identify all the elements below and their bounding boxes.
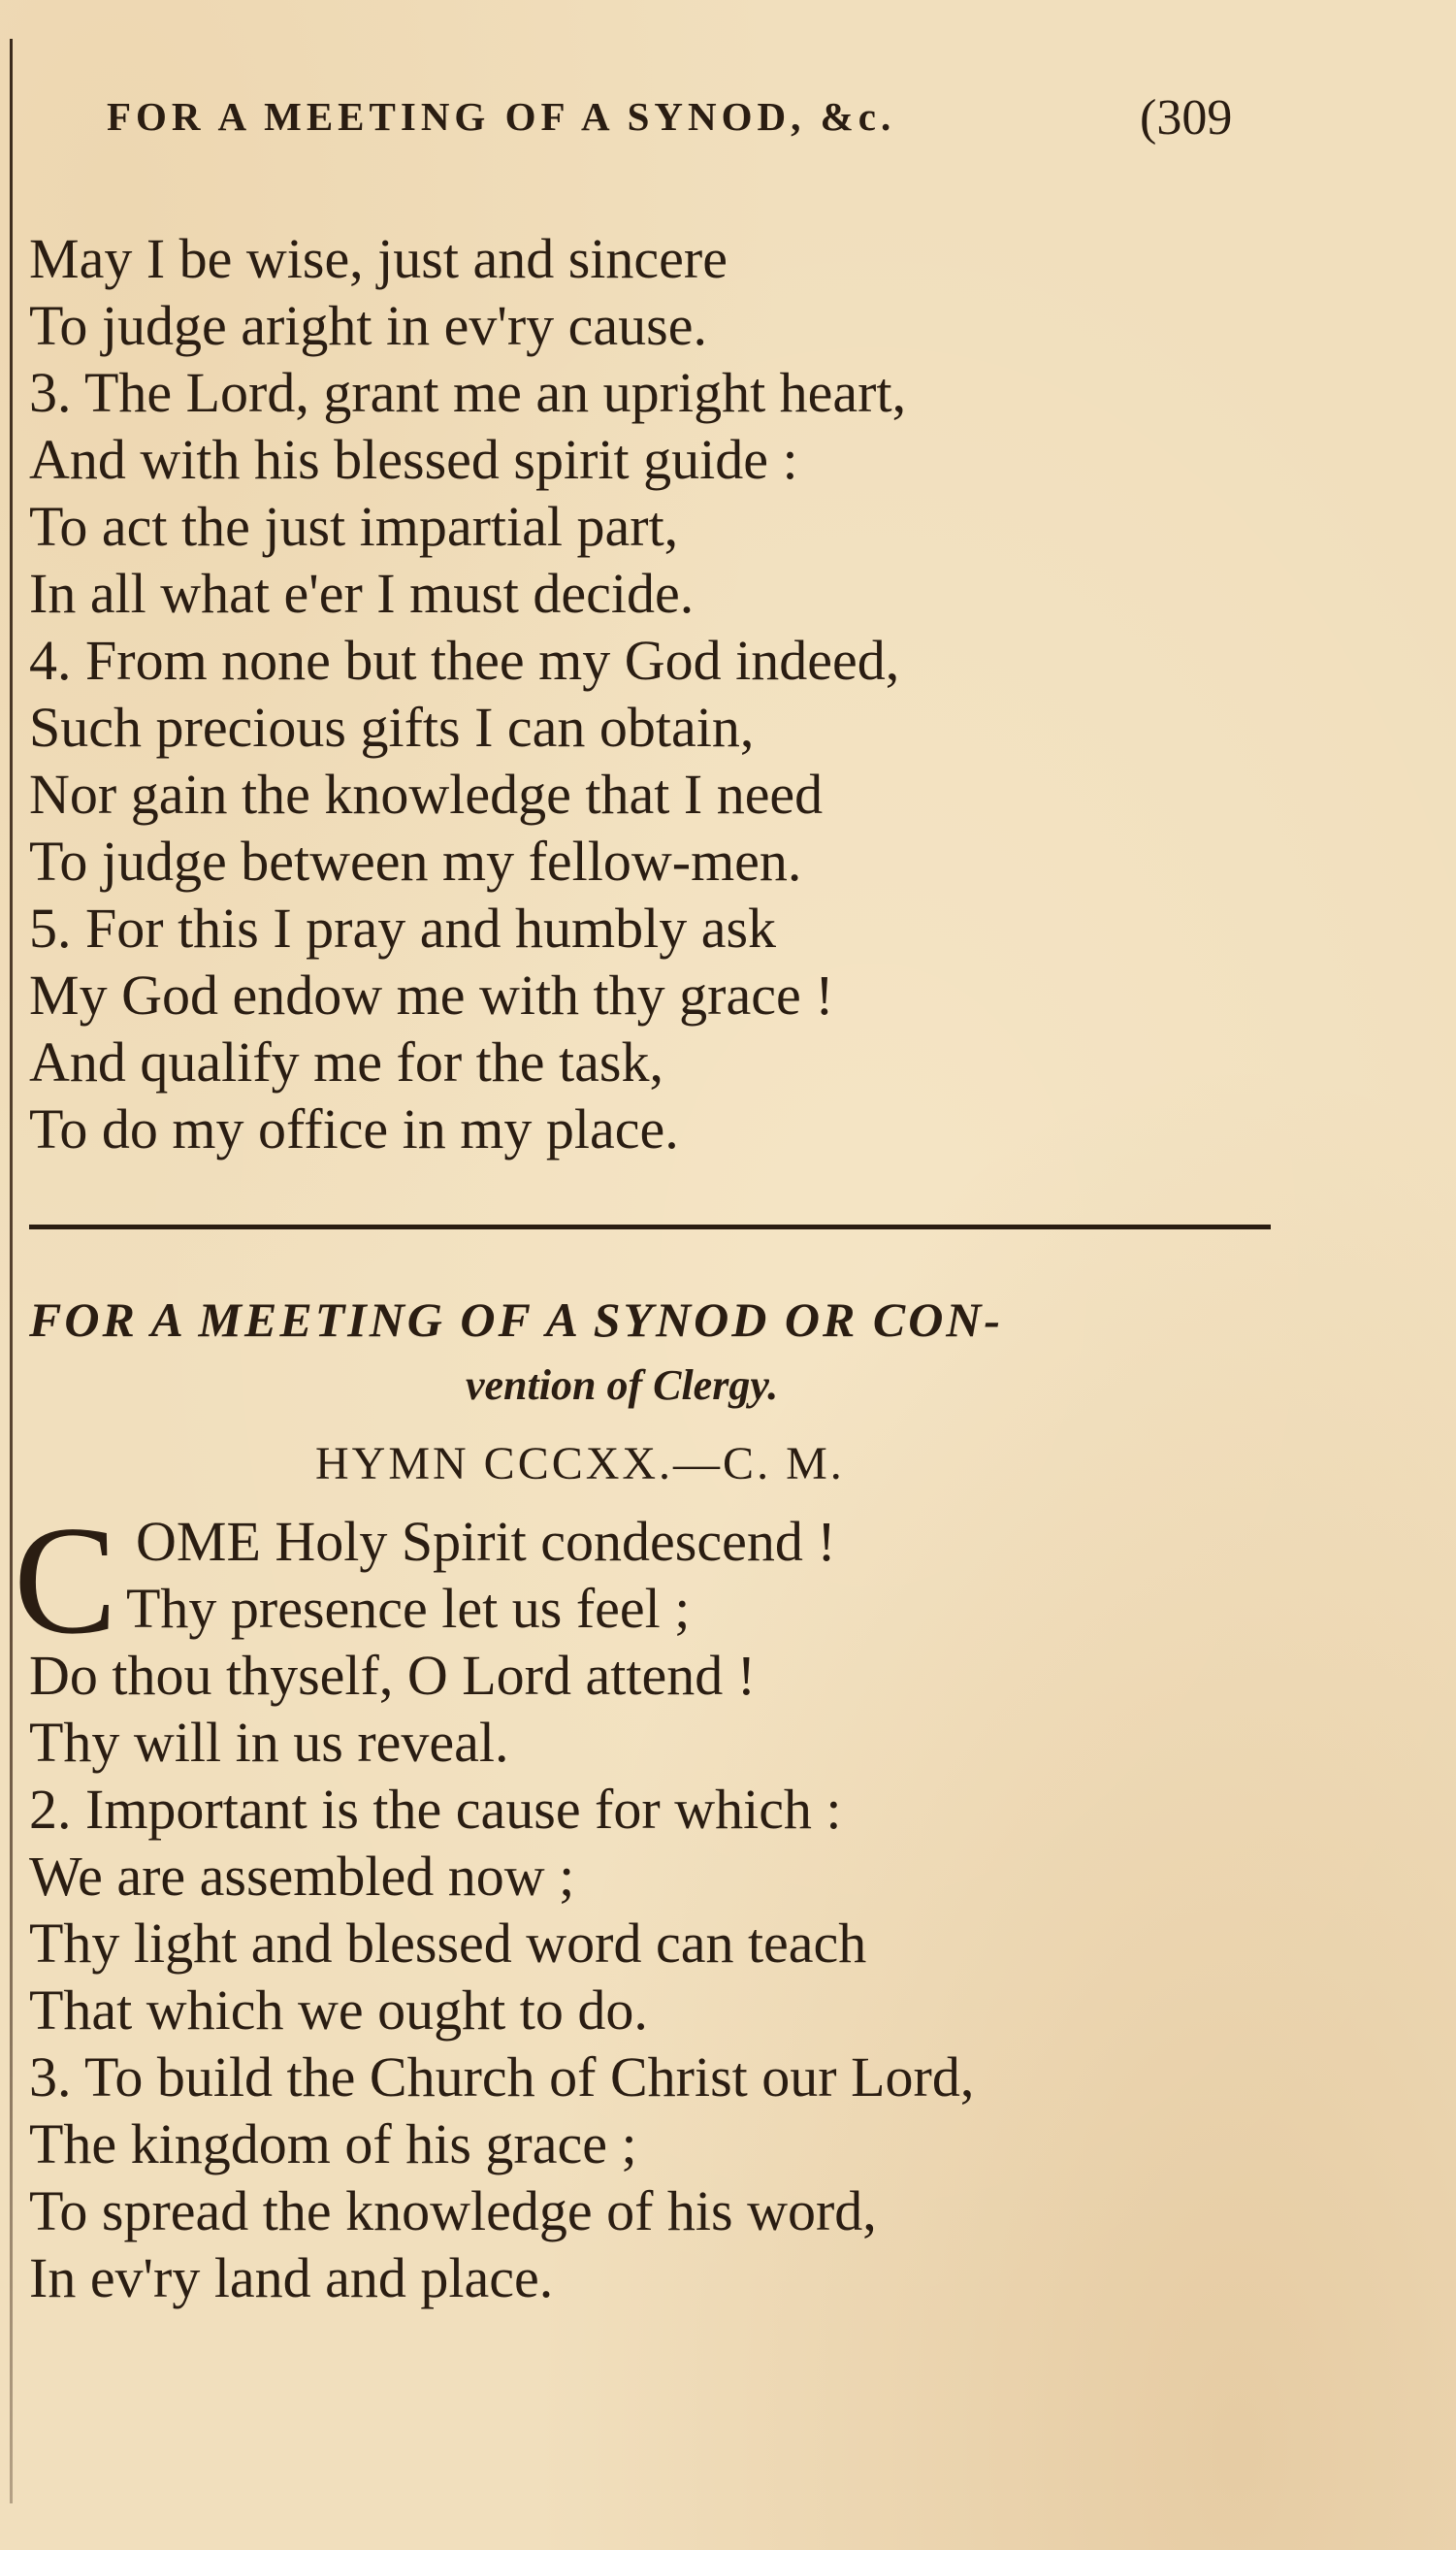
verse-line: Nor gain the knowledge that I need [29, 763, 824, 826]
verse-line: To do my office in my place. [29, 1097, 679, 1161]
verse-line: 2. Important is the cause for which : [29, 1778, 842, 1841]
verse-line: In all what e'er I must decide. [29, 562, 695, 625]
verse-line: Thy light and blessed word can teach [29, 1912, 867, 1975]
section-heading: FOR A MEETING OF A SYNOD OR CON- [29, 1292, 1004, 1347]
verse-line-first: OME Holy Spirit condescend ! [136, 1510, 836, 1573]
section-subheading: vention of Clergy. [466, 1361, 779, 1409]
verse-line: 3. To build the Church of Christ our Lord, [29, 2045, 975, 2109]
verse-line: Such precious gifts I can obtain, [29, 696, 755, 759]
verse-line: Thy will in us reveal. [29, 1711, 509, 1774]
drop-cap: C [14, 1493, 117, 1666]
page-edge-rule [10, 39, 13, 2503]
verse-line: And with his blessed spirit guide : [29, 428, 798, 491]
verse-line: 5. For this I pray and humbly ask [29, 897, 777, 960]
hymn-title: HYMN CCCXX.—C. M. [315, 1438, 845, 1489]
verse-line: May I be wise, just and sincere [29, 227, 728, 290]
verse-line: In ev'ry land and place. [29, 2246, 554, 2309]
verse-line: That which we ought to do. [29, 1978, 648, 2042]
verse-line: To act the just impartial part, [29, 495, 679, 558]
verse-line: To judge aright in ev'ry cause. [29, 294, 707, 357]
verse-line: 3. The Lord, grant me an upright heart, [29, 361, 907, 424]
verse-line: 4. From none but thee my God indeed, [29, 629, 900, 692]
verse-line: My God endow me with thy grace ! [29, 964, 834, 1027]
section-divider [29, 1225, 1271, 1229]
verse-line: Do thou thyself, O Lord attend ! [29, 1644, 757, 1707]
verse-line: Thy presence let us feel ; [126, 1577, 691, 1640]
verse-line: And qualify me for the task, [29, 1030, 663, 1094]
verse-line: We are assembled now ; [29, 1845, 575, 1908]
verse-line: To judge between my fellow-men. [29, 830, 802, 893]
verse-line: To spread the knowledge of his word, [29, 2179, 877, 2242]
running-head: FOR A MEETING OF A SYNOD, &c. [107, 94, 896, 139]
page-number: (309 [1140, 90, 1233, 146]
verse-line: The kingdom of his grace ; [29, 2112, 637, 2175]
